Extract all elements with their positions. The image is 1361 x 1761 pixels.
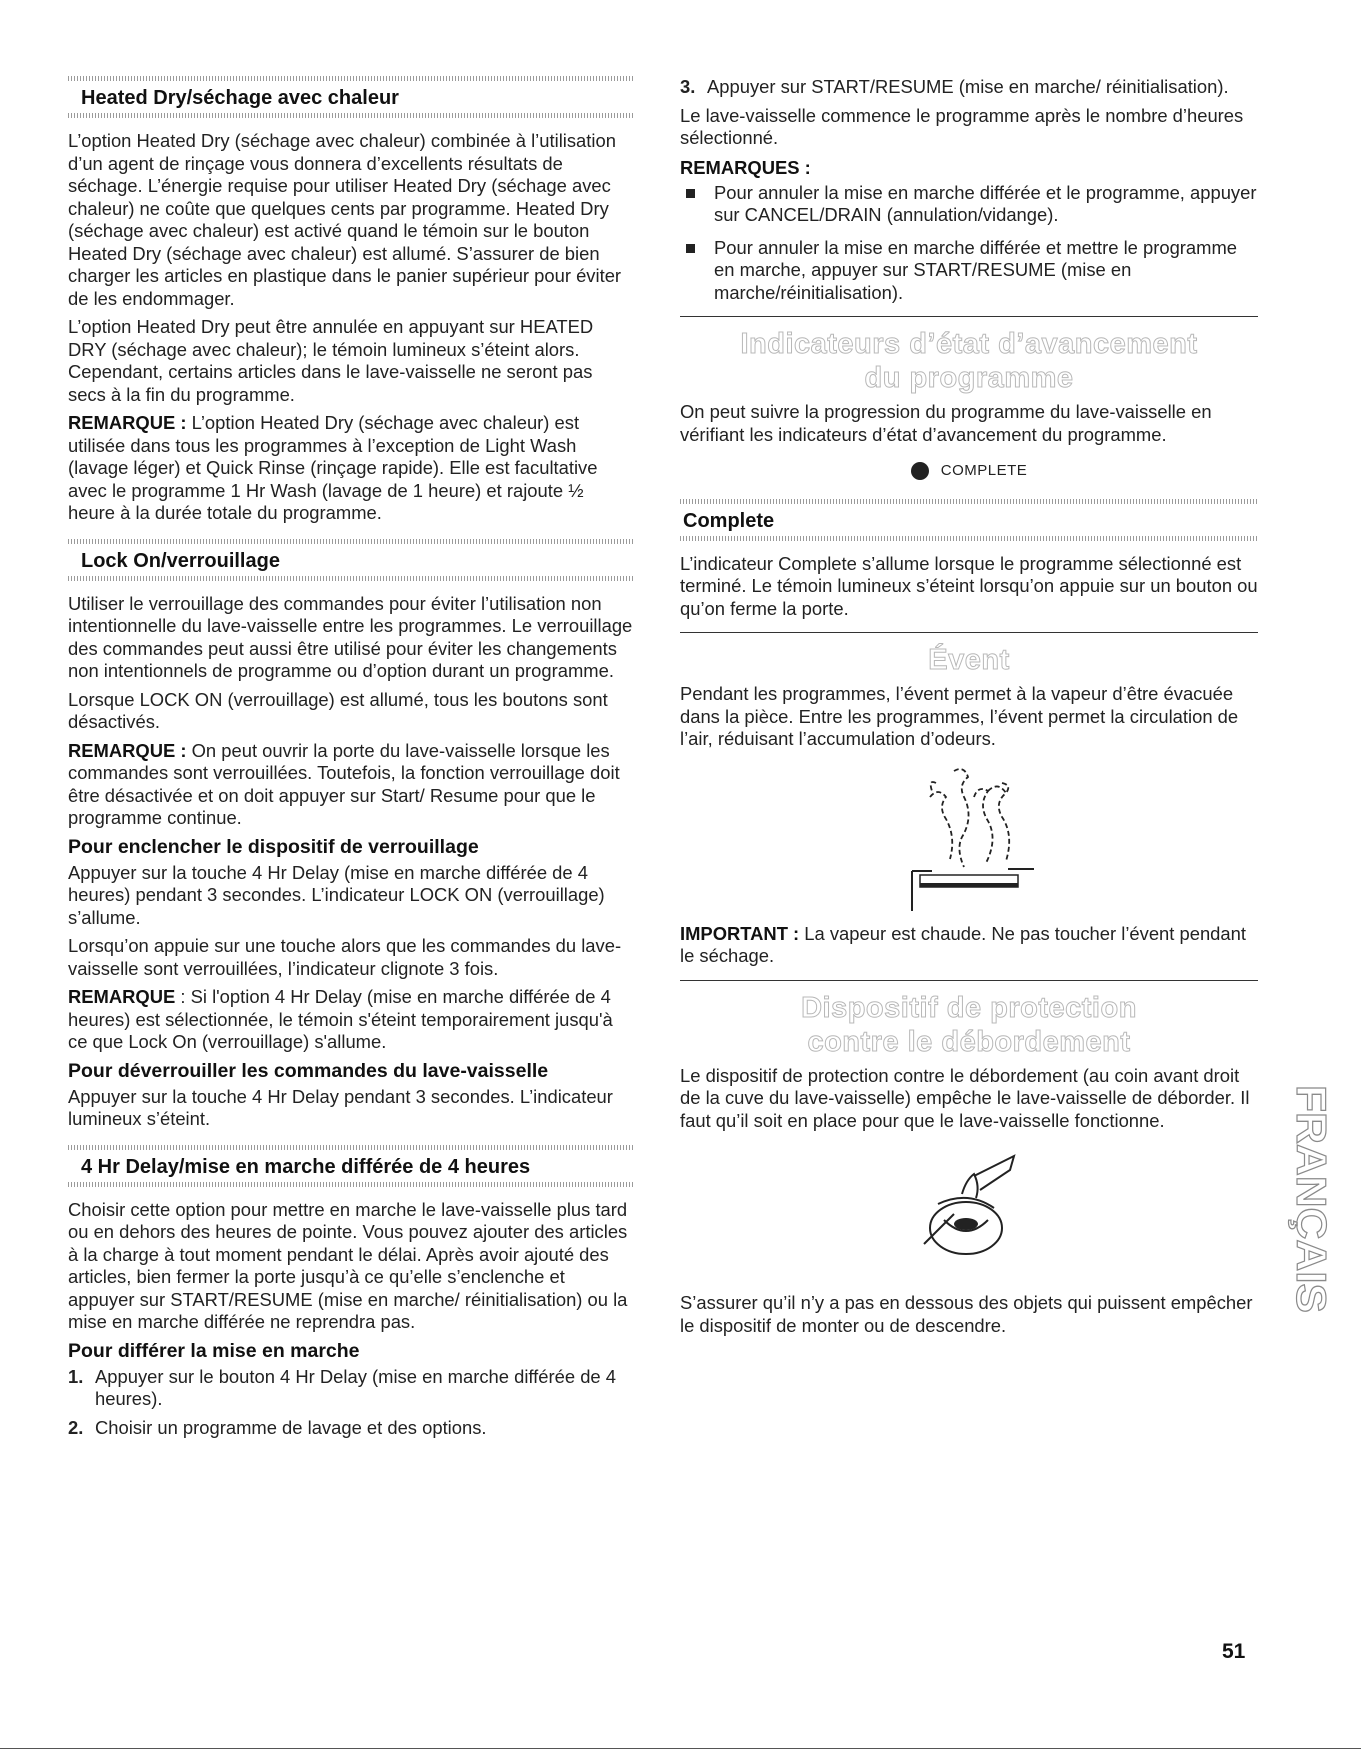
step-text: Appuyer sur le bouton 4 Hr Delay (mise en marche différée de 4 heures). bbox=[95, 1365, 616, 1409]
paragraph: L’option Heated Dry (séchage avec chaleur) combinée à l’utilisation d’un agent de rinçage vous donnera d’excellents résultats de séchage. L’énergie requise pour utiliser Heated Dry (séchage avec chaleur) ne coûte que quelques cents par programme. Heated Dry (séchage avec chaleur) est activé quand le témoin sur le bouton Heated Dry (séchage avec chaleur) est allumé. S’assurer de bien charger les articles en plastique dans le panier supérieur pour éviter de les endommager. bbox=[68, 130, 622, 309]
divider bbox=[680, 980, 1258, 981]
section-flood-protection bbox=[680, 991, 1258, 1338]
section-title: 4 Hr Delay/mise en marche différée de 4 heures bbox=[81, 1155, 531, 1178]
paragraph: Le dispositif de protection contre le débordement (au coin avant droit de la cuve du lave-vaisselle) empêche le lave-vaisselle de déborder. Il faut qu’il soit en place pour que le lave-vaisselle fonctionne. bbox=[680, 1064, 1250, 1131]
float-device-icon bbox=[904, 1154, 1034, 1264]
paragraph: Lorsque LOCK ON (verrouillage) est allumé, tous les boutons sont désactivés. bbox=[68, 688, 608, 732]
paragraph: Choisir cette option pour mettre en marche le lave-vaisselle plus tard ou en dehors des heures de pointe. Vous pouvez ajouter des articles à la charge à tout moment pendant le délai. Après avoir ajouté des articles, bien fermer la porte jusqu’à ce qu’elle s’enclenche et appuyer sur START/RESUME (mise en marche/ réinitialisation) ou la mise en marche différée ne reprendra pas. bbox=[68, 1198, 628, 1332]
paragraph: L’indicateur Complete s’allume lorsque le programme sélectionné est terminé. Le témoin lumineux s’éteint lorsqu’on appuie sur un bouton ou qu’on ferme la porte. bbox=[680, 552, 1258, 619]
right-column bbox=[680, 76, 1258, 1343]
language-tab-graphic bbox=[1283, 1085, 1333, 1315]
paragraph: Lorsqu’on appuie sur une touche alors que les commandes du lave-vaisselle sont verrouillées, l’indicateur clignote 3 fois. bbox=[68, 935, 622, 979]
paragraph: Le lave-vaisselle commence le programme après le nombre d’heures sélectionné. bbox=[680, 104, 1244, 148]
divider bbox=[680, 632, 1258, 633]
note-label: REMARQUE : bbox=[68, 412, 187, 433]
note-label: REMARQUE bbox=[68, 986, 176, 1007]
paragraph: Pendant les programmes, l’évent permet à la vapeur d’être évacuée dans la pièce. Entre les programmes, l’évent permet la circulation de l’air, réduisant l’accumulation d’odeurs. bbox=[680, 683, 1239, 749]
important-text: La vapeur est chaude. Ne pas toucher l’évent pendant le séchage. bbox=[680, 922, 1246, 966]
step-item bbox=[680, 76, 1258, 99]
paragraph: Appuyer sur la touche 4 Hr Delay (mise en marche différée de 4 heures) pendant 3 secondes. L’indicateur LOCK ON (verrouillage) s’allume. bbox=[68, 861, 605, 928]
section-indicators bbox=[680, 327, 1258, 483]
bottom-rule bbox=[0, 1748, 1361, 1749]
subheading: Pour différer la mise en marche bbox=[68, 1339, 360, 1362]
title-line: du programme bbox=[864, 362, 1074, 394]
step-number: 2. bbox=[68, 1416, 84, 1438]
indicator-dot-icon bbox=[911, 462, 929, 480]
step-item bbox=[68, 1366, 633, 1411]
bullet-text: Pour annuler la mise en marche différée et le programme, appuyer sur CANCEL/DRAIN (annulation/vidange). bbox=[714, 181, 1257, 225]
section-title: Complete bbox=[683, 509, 775, 532]
bullet-item bbox=[680, 237, 1258, 305]
important-note bbox=[680, 923, 1258, 968]
section-4hr-delay bbox=[68, 1145, 633, 1440]
note-text: L’option Heated Dry (séchage avec chaleur) est utilisée dans tous les programmes à l’exception de Light Wash (lavage léger) et Quick Rinse (rinçage rapide). Elle est facultative avec le programme 1 Hr Wash (lavage de 1 heure) et rajoute ½ heure à la durée totale du programme. bbox=[68, 412, 598, 523]
notes-label: REMARQUES : bbox=[680, 156, 811, 178]
section-heated-dry bbox=[68, 76, 633, 525]
side-tab-label: FRANÇAIS bbox=[1288, 1085, 1333, 1302]
step-text: Appuyer sur START/RESUME (mise en marche/ réinitialisation). bbox=[707, 76, 1229, 97]
important-label: IMPORTANT : bbox=[680, 922, 800, 944]
note-label: REMARQUE : bbox=[68, 739, 187, 761]
note bbox=[68, 412, 633, 525]
step-item bbox=[68, 1417, 633, 1440]
title-line: Indicateurs d’état d’avancement bbox=[740, 328, 1198, 360]
float-device-illustration bbox=[680, 1154, 1258, 1264]
complete-indicator bbox=[680, 460, 1258, 483]
bullet-icon bbox=[680, 237, 714, 305]
vent-steam-illustration bbox=[680, 761, 1258, 911]
section-title bbox=[680, 327, 1258, 395]
subheading: Pour enclencher le dispositif de verrouillage bbox=[68, 835, 479, 858]
paragraph: L’option Heated Dry peut être annulée en appuyant sur HEATED DRY (séchage avec chaleur); le témoin lumineux s’éteint alors. Cependant, certains articles dans le lave-vaisselle ne seront pas secs à la fin du programme. bbox=[68, 316, 594, 405]
title-line: Dispositif de protection bbox=[801, 991, 1137, 1024]
paragraph: S’assurer qu’il n’y a pas en dessous des objets qui puissent empêcher le dispositif de monter ou de descendre. bbox=[680, 1292, 1253, 1336]
language-side-tab bbox=[1283, 1085, 1333, 1315]
paragraph: Utiliser le verrouillage des commandes pour éviter l’utilisation non intentionnelle du lave-vaisselle entre les programmes. Le verrouillage des commandes peut aussi être utilisé pour éviter les changements non intentionnels de programme ou d’option durant un programme. bbox=[68, 592, 633, 681]
paragraph: Appuyer sur la touche 4 Hr Delay pendant 3 secondes. L’indicateur lumineux s’éteint. bbox=[68, 1085, 613, 1129]
section-title: Évent bbox=[928, 644, 1010, 676]
section-title bbox=[680, 991, 1258, 1059]
section-lock-on bbox=[68, 539, 633, 1131]
step-number: 1. bbox=[68, 1365, 84, 1387]
step-number: 3. bbox=[680, 76, 696, 97]
vent-steam-icon bbox=[884, 761, 1054, 911]
bullet-text: Pour annuler la mise en marche différée et mettre le programme en marche, appuyer sur START/RESUME (mise en marche/réinitialisation). bbox=[714, 236, 1238, 303]
indicator-label: COMPLETE bbox=[940, 462, 1028, 479]
bullet-item bbox=[680, 182, 1258, 227]
section-title: Heated Dry/séchage avec chaleur bbox=[81, 87, 399, 109]
note bbox=[68, 986, 633, 1054]
note bbox=[68, 740, 633, 830]
subheading: Pour déverrouiller les commandes du lave-vaisselle bbox=[68, 1059, 549, 1082]
left-column bbox=[68, 76, 633, 1445]
section-complete bbox=[680, 499, 1258, 621]
section-event bbox=[680, 643, 1258, 968]
section-title: Lock On/verrouillage bbox=[81, 549, 280, 572]
divider bbox=[680, 316, 1258, 317]
note-text: : Si l'option 4 Hr Delay (mise en marche différée de 4 heures) est sélectionnée, le témoin s'éteint temporairement jusqu'à ce que Lock On (verrouillage) s'allume. bbox=[68, 986, 613, 1052]
step-text: Choisir un programme de lavage et des options. bbox=[95, 1416, 487, 1438]
bullet-icon bbox=[680, 182, 714, 227]
paragraph: On peut suivre la progression du programme du lave-vaisselle en vérifiant les indicateurs d’état d’avancement du programme. bbox=[680, 401, 1212, 445]
title-line: contre le débordement bbox=[807, 1025, 1131, 1058]
page-number: 51 bbox=[1222, 1640, 1246, 1663]
note-text: On peut ouvrir la porte du lave-vaisselle lorsque les commandes sont verrouillées. Toutefois, la fonction verrouillage doit être désactivée et on doit appuyer sur Start/ Resume pour que le programme continue. bbox=[68, 739, 620, 828]
